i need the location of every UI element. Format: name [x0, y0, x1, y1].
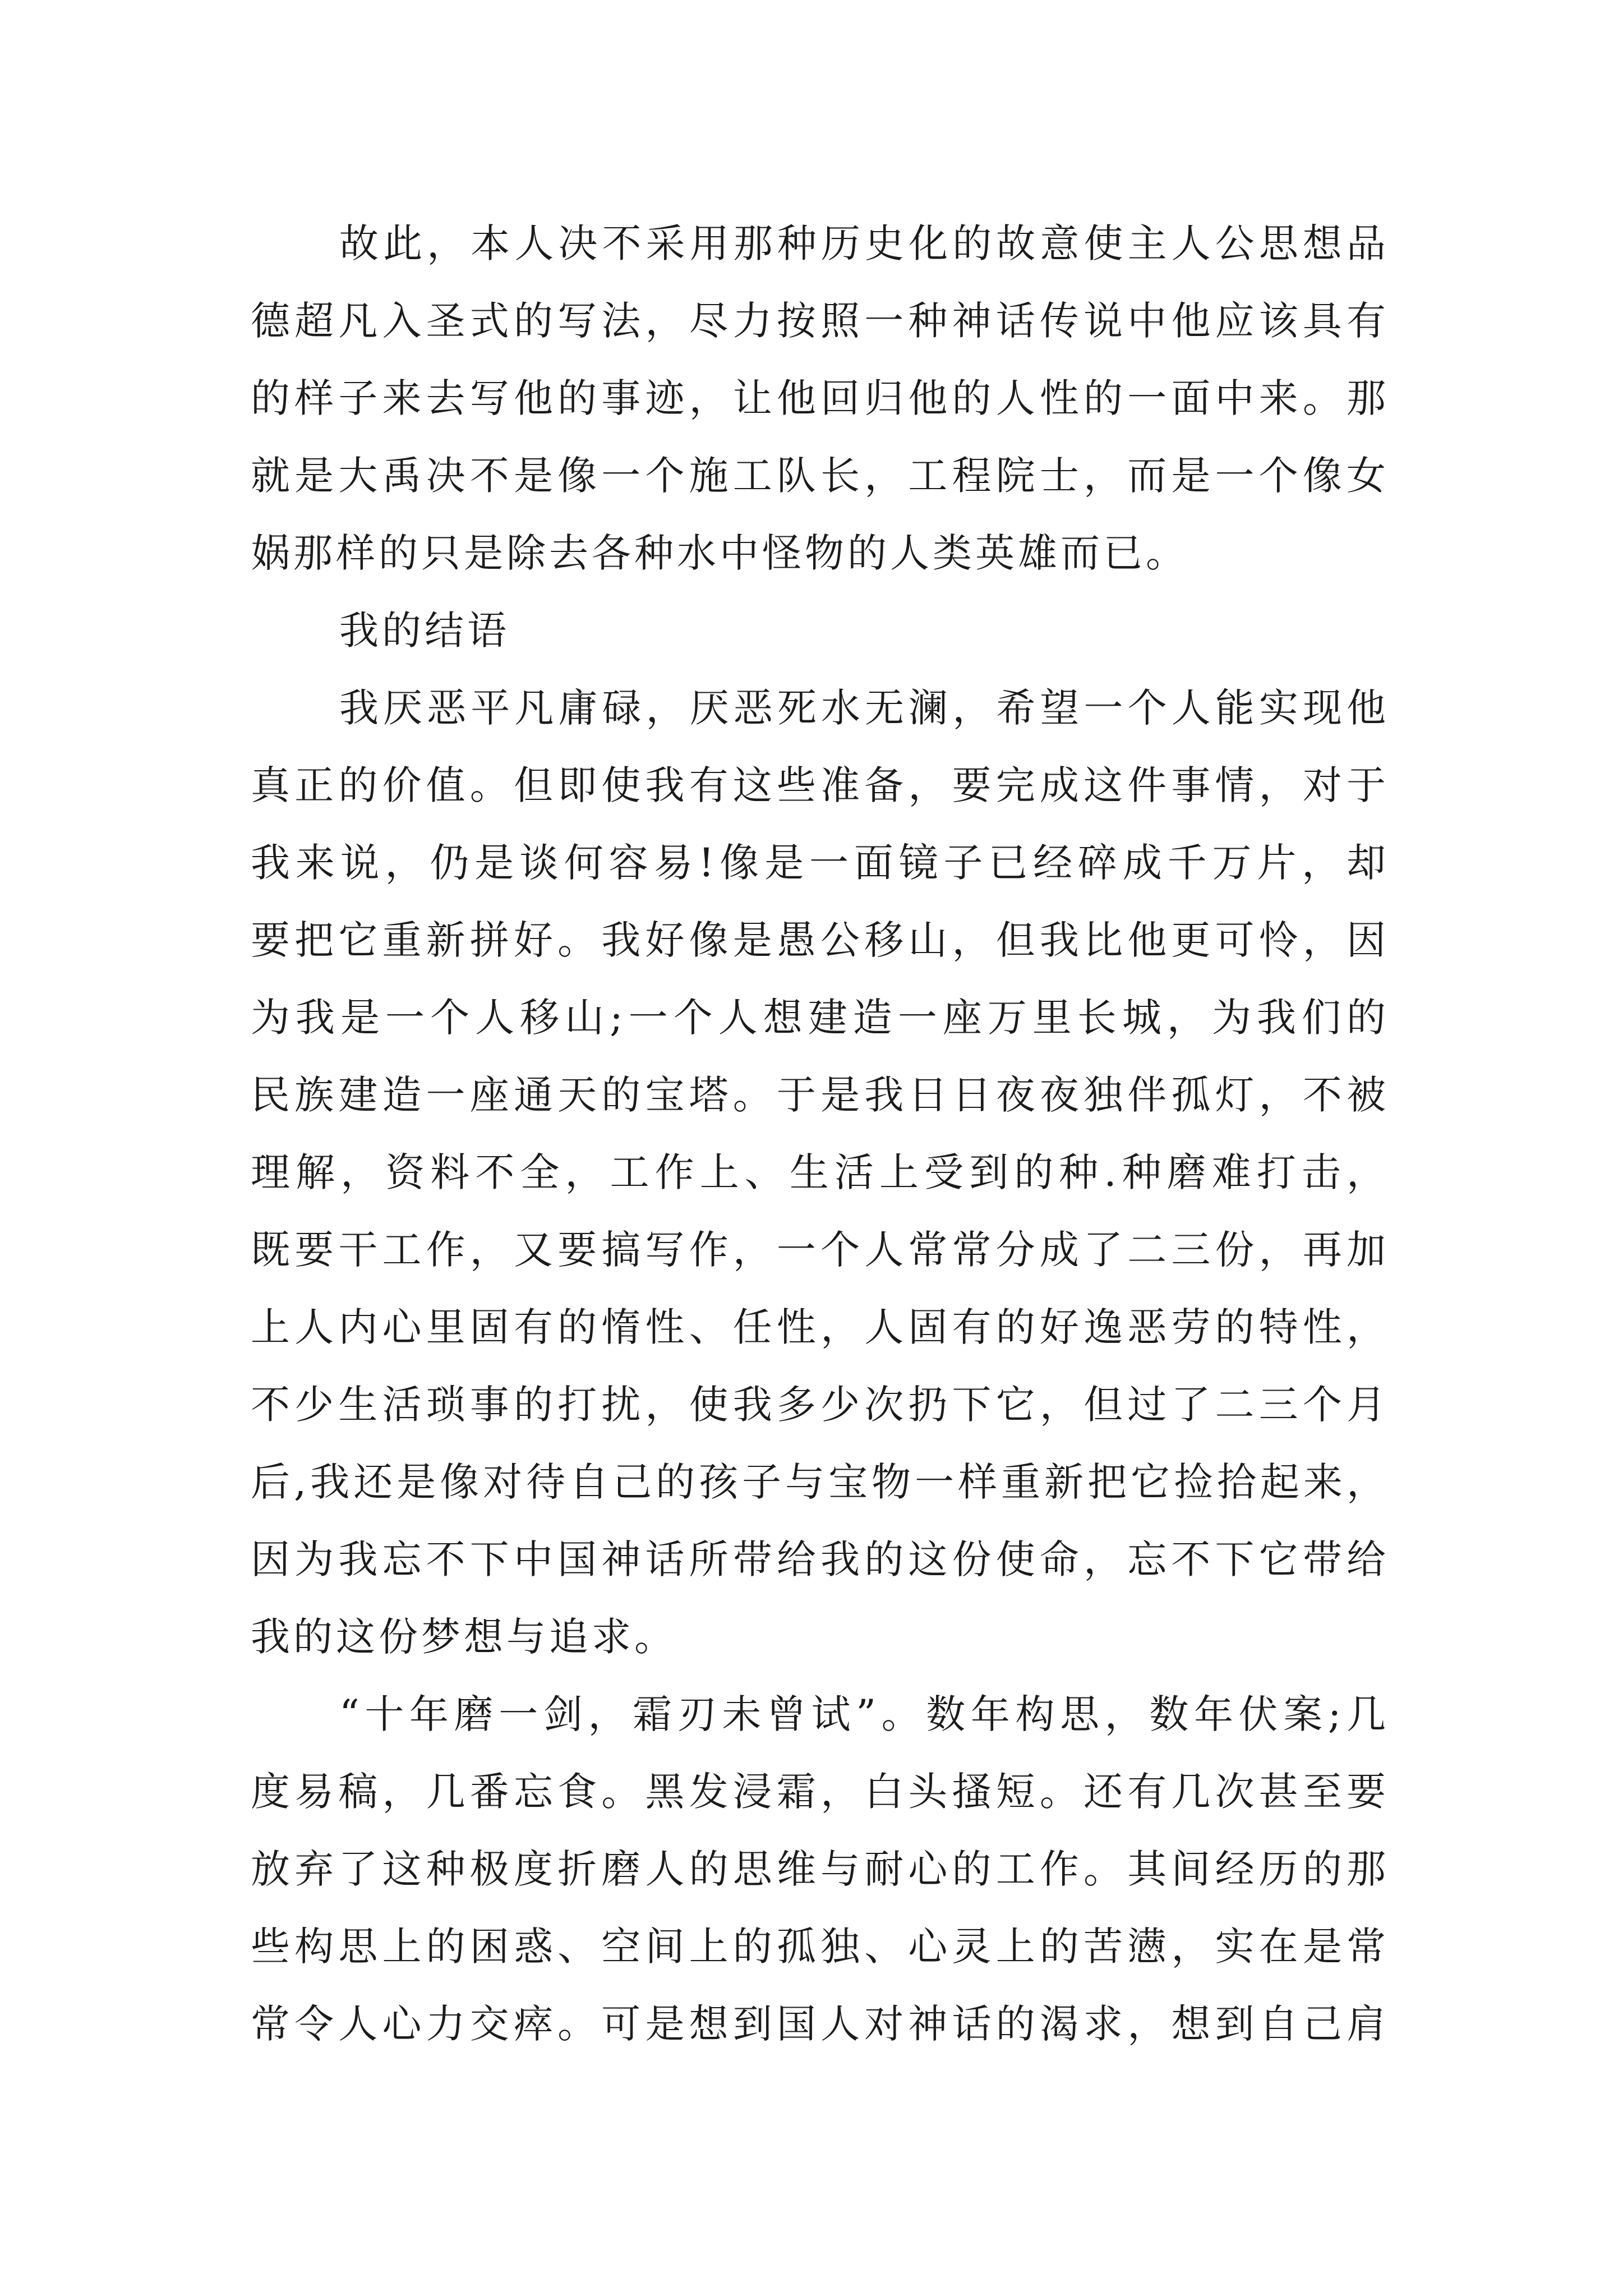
- paragraph-line: 要把它重新拼好。我好像是愚公移山，但我比他更可怜，因: [251, 917, 1389, 963]
- paragraph: [251, 205, 1389, 592]
- paragraph-line: 的样子来去写他的事迹，让他回归他的人性的一面中来。那: [251, 375, 1389, 421]
- paragraph-line: 些构思上的困惑、空间上的孤独、心灵上的苦懑，实在是常: [251, 1924, 1389, 1970]
- paragraph: [251, 669, 1389, 1676]
- paragraph-line: 故此，本人决不采用那种历史化的故意使主人公思想品: [339, 220, 1389, 266]
- paragraph-line: 度易稿，几番忘食。黑发浸霜，白头搔短。还有几次甚至要: [251, 1769, 1389, 1815]
- paragraph-line: 上人内心里固有的惰性、任性，人固有的好逸恶劳的特性，: [251, 1304, 1389, 1350]
- paragraph-line: 我厌恶平凡庸碌，厌恶死水无澜，希望一个人能实现他: [339, 685, 1389, 731]
- paragraph-line: 不少生活琐事的打扰，使我多少次扔下它，但过了二三个月: [251, 1382, 1389, 1428]
- paragraph-line: 德超凡入圣式的写法，尽力按照一种神话传说中他应该具有: [251, 298, 1389, 344]
- paragraph-line: 真正的价值。但即使我有这些准备，要完成这件事情，对于: [251, 762, 1389, 808]
- paragraph-line: 为我是一个人移山;一个人想建造一座万里长城，为我们的: [251, 995, 1389, 1041]
- paragraph-line: 常令人心力交瘁。可是想到国人对神话的渴求，想到自己肩: [251, 2001, 1389, 2047]
- paragraph-line: 民族建造一座通天的宝塔。于是我日日夜夜独伴孤灯，不被: [251, 1072, 1389, 1118]
- section-heading: 我的结语: [339, 608, 510, 654]
- document-body: [251, 205, 1389, 2063]
- paragraph-line: 放弃了这种极度折磨人的思维与耐心的工作。其间经历的那: [251, 1846, 1389, 1892]
- paragraph: [251, 1676, 1389, 2063]
- paragraph-line: 后,我还是像对待自己的孩子与宝物一样重新把它捡拾起来，: [251, 1459, 1389, 1505]
- paragraph-line: 因为我忘不下中国神话所带给我的这份使命，忘不下它带给: [251, 1536, 1389, 1582]
- paragraph-line: “十年磨一剑，霜刃未曾试”。数年构思，数年伏案;几: [339, 1691, 1389, 1737]
- paragraph-line: 就是大禹决不是像一个施工队长，工程院士，而是一个像女: [251, 453, 1389, 499]
- paragraph-line: 既要干工作，又要搞写作，一个人常常分成了二三份，再加: [251, 1227, 1389, 1273]
- paragraph-line: 理解，资料不全，工作上、生活上受到的种.种磨难打击，: [251, 1149, 1389, 1195]
- paragraph-line: 我来说，仍是谈何容易!像是一面镜子已经碎成千万片，却: [251, 840, 1389, 886]
- paragraph-line: 我的这份梦想与追求。: [251, 1614, 677, 1660]
- paragraph-line: 娲那样的只是除去各种水中怪物的人类英雄而已。: [251, 530, 1188, 576]
